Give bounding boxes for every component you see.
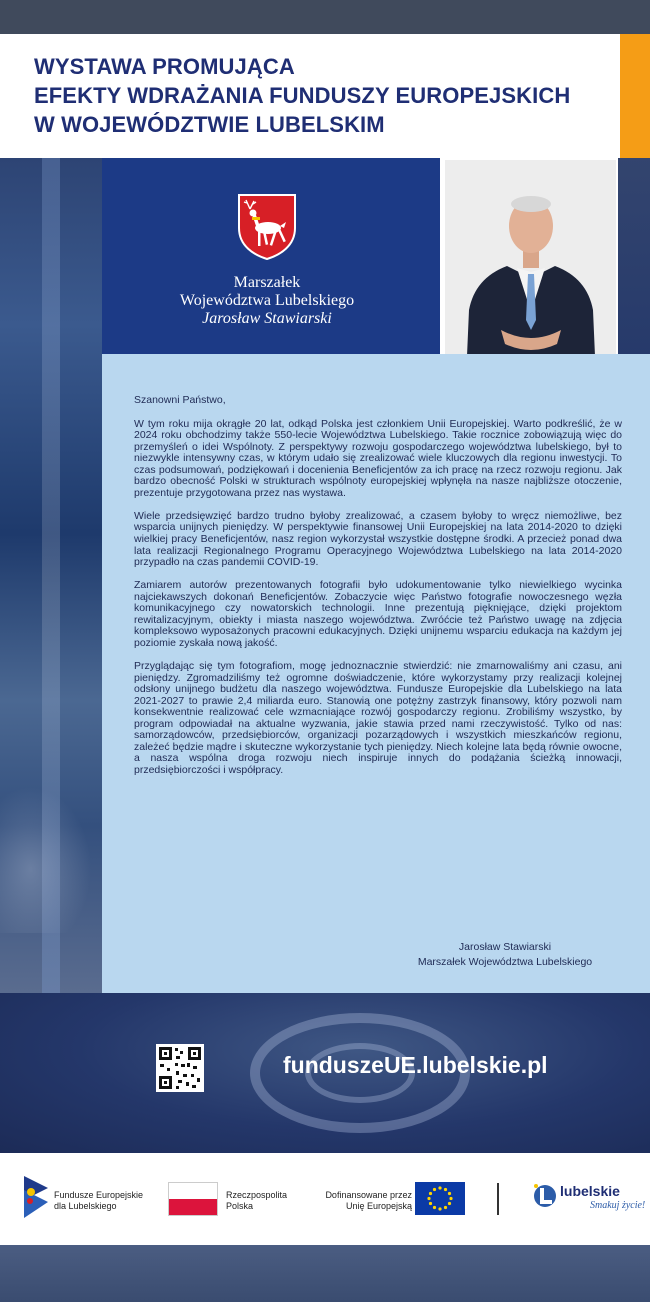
- marshal-line-2: Województwa Lubelskiego: [179, 292, 355, 309]
- signature-title: Marszałek Województwa Lubelskiego: [417, 956, 593, 968]
- letter-paragraph: Wiele przedsięwzięć bardzo trudno byłoby zrealizować, a czasem byłoby to wręcz niemożliwe, bez wsparcia unijnych pieniędzy. W perspektywie finansowej Unii Europejskiej na lata 2014-2020 to dzięki wielkiej pracy Beneficjentów, nasz region wykorzystał wszystkie dostępne środki. A przecież ponad dwa lata realizacji Regionalnego Programu Operacyjnego Województwa Lubelskiego na lata 2014-2020 przypadło na czas pandemii COVID-19.: [134, 509, 622, 569]
- website-url[interactable]: funduszeUE.lubelskie.pl: [283, 1052, 548, 1078]
- rp-logo-text: [226, 1190, 306, 1212]
- lubelskie-crest-icon: [236, 192, 298, 260]
- marshal-line-1: Marszałek: [233, 274, 301, 291]
- marshal-name: Jarosław Stawiarski: [202, 310, 332, 327]
- bottom-strip: [0, 1245, 650, 1302]
- rp-line-1: Rzeczpospolita: [226, 1190, 288, 1200]
- title-line-2: EFEKTY WDRAŻANIA FUNDUSZY EUROPEJSKICH: [34, 83, 571, 108]
- lubelskie-slogan: Smakuj życie!: [590, 1200, 646, 1211]
- eu-line-1: Dofinansowane przez: [325, 1190, 412, 1200]
- fe-line-1: Fundusze Europejskie: [54, 1190, 144, 1200]
- fe-line-2: dla Lubelskiego: [54, 1201, 117, 1211]
- qr-code[interactable]: [156, 1044, 204, 1092]
- left-city-photo: [0, 158, 102, 993]
- orange-accent-bar: [620, 34, 650, 158]
- letter-paragraph: Zamiarem autorów prezentowanych fotografii było udokumentowanie tylko niewielkiego wycinka najciekawszych dokonań Beneficjentów. Zobaczycie więc Państwo fotografie nowoczesnego węzła komunikacyjnego czy nowatorskich technologii. Inne prezentują pięknięjące, dzięki projektom rewitalizacyjnym, obiekty i miasta naszego województwa. Zwróćcie też Państwo uwagę na zdjęcia kompleksowo wyposażonych pracowni edukacyjnych. Dzięki unijnemu wsparciu edukacja na każdym jej poziomie zyskała nową jakość.: [134, 579, 622, 649]
- polish-flag-icon: [168, 1182, 218, 1216]
- rp-line-2: Polska: [226, 1201, 254, 1211]
- eu-line-2: Unię Europejską: [345, 1201, 412, 1211]
- letter-signature: [360, 940, 650, 970]
- title-line-3: W WOJEWÓDZTWIE LUBELSKIM: [34, 112, 385, 137]
- marshal-label: [160, 274, 374, 328]
- eu-logo-text: [312, 1190, 412, 1212]
- top-strip: [0, 0, 650, 34]
- title-line-1: WYSTAWA PROMUJĄCA: [34, 54, 295, 79]
- letter-body: [134, 395, 622, 788]
- letter-paragraph: Przyglądając się tym fotografiom, mogę jednoznacznie stwierdzić: nie zmarnowaliśmy ani czasu, ani pieniędzy. Zgromadziliśmy też ogromne doświadczenie, które wykorzystamy przy realizacji kolejnej odsłony unijnego budżetu dla naszego województwa. Fundusze Europejskie dla Lubelskiego na lata 2021-2027 to prawie 2,4 miliarda euro. Stanowią one potężny zastrzyk finansowy, który pozwoli nam konsekwentnie realizować cele wzmacniające rozwój gospodarczy regionu. Zrobiliśmy wszystko, by program odpowiadał na aktualne wyzwania, jakie stawia przed nami rzeczywistość. Tylko od nas: samorządowców, przedsiębiorców, organizacji pozarządowych i wszystkich mieszkańców regionu, zależeć będzie mądre i skuteczne wykorzystanie tych pieniędzy. Niech kolejne lata będą równie owocne, a nasza wspólna droga rozwoju niech inspiruje innych do podążania ścieżką innowacji, przedsiębiorczości i współpracy.: [134, 660, 622, 776]
- letter-paragraph: W tym roku mija okrągłe 20 lat, odkąd Polska jest członkiem Unii Europejskiej. Warto podkreślić, że w 2024 roku obchodzimy także 550-lecie Województwa Lubelskiego. Takie rocznice zobowiązują więc do przemyśleń o idei Wspólnoty. Z perspektywy rozwoju gospodarczego województwa lubelskiego, był to niezwykle intensywny czas, w którym udało się zrealizować wiele kluczowych dla regionu inwestycji. To czas podsumowań, podziękowań i docenienia Beneficjentów za ich pracę na rzecz rozwoju regionu. Jak bardzo obecność Polski w strukturach wspólnoty europejskiej wpłynęła na nasze najbliższe otoczenie, prezentuje przygotowana przez nas wystawa.: [134, 417, 622, 499]
- fundusze-europejskie-logo-icon: [24, 1176, 48, 1218]
- signature-name: Jarosław Stawiarski: [458, 941, 552, 953]
- page-title: [34, 52, 614, 139]
- fe-logo-text: [54, 1190, 154, 1212]
- eu-flag-icon: [415, 1182, 465, 1215]
- logo-divider: [497, 1183, 499, 1215]
- letter-greeting: Szanowni Państwo,: [134, 394, 226, 406]
- lubelskie-brand: lubelskie: [560, 1183, 620, 1199]
